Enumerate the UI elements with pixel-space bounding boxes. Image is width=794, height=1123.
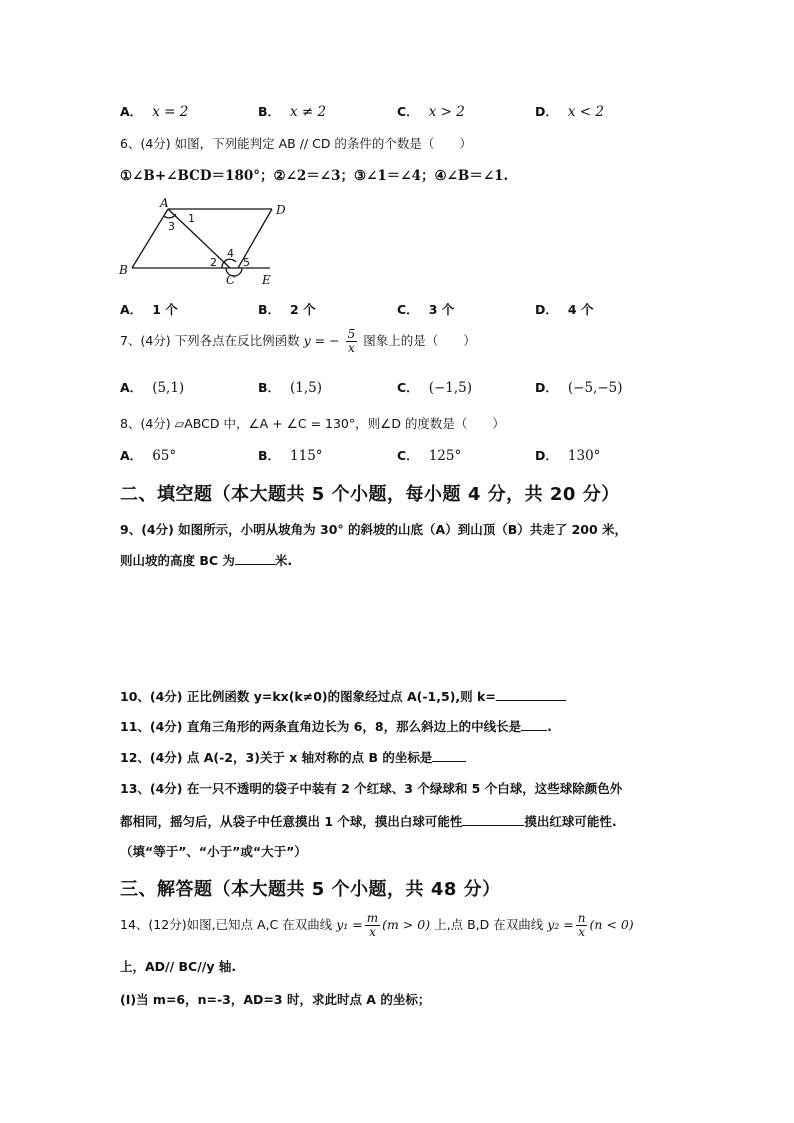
section-3-title: 三、解答题（本大题共 5 个小题，共 48 分） <box>120 879 501 900</box>
q8-option-c: C． 125° <box>397 448 462 464</box>
q9-answer-blank[interactable] <box>235 552 275 565</box>
label-A: A <box>160 196 169 210</box>
q5-option-a: A． x = 2 <box>120 104 189 120</box>
q7-option-c: C． (−1,5) <box>397 380 473 396</box>
q13-line3: （填“等于”、“小于”或“大于”） <box>120 844 307 859</box>
q12-stem: 12、(4分) 点 A(-2，3)关于 x 轴对称的点 B 的坐标是 <box>120 748 466 766</box>
q7-option-b: B． (1,5) <box>258 380 323 396</box>
q11-answer-blank[interactable] <box>521 718 547 731</box>
q13-line1: 13、(4分) 在一只不透明的袋子中装有 2 个红球、3 个绿球和 5 个白球，这些球除颜色外 <box>120 781 623 796</box>
q6-options <box>0 300 794 324</box>
q5-option-b: B． x ≠ 2 <box>258 104 327 120</box>
label-D: D <box>276 203 286 217</box>
q12-answer-blank[interactable] <box>432 749 466 762</box>
angle-3: 3 <box>168 220 175 233</box>
angle-2: 2 <box>210 256 217 269</box>
q8-option-b: B． 115° <box>258 448 323 464</box>
q6-option-d: D． 4 个 <box>535 302 594 317</box>
label-C: C <box>226 273 236 287</box>
q14-line2: 上，AD// BC//y 轴. <box>120 959 237 974</box>
label-E: E <box>262 273 271 287</box>
q5-option-d: D． x < 2 <box>535 104 604 120</box>
q11-stem: 11、(4分) 直角三角形的两条直角边长为 6，8，那么斜边上的中线长是 . <box>120 719 552 734</box>
angle-4: 4 <box>227 247 234 260</box>
q7-option-a: A． (5,1) <box>120 380 185 396</box>
q14-fraction-m: $\frac{m}{x}$ <box>366 911 379 939</box>
q6-conditions: ①∠B+∠BCD＝180°；②∠2＝∠3；③∠1＝∠4；④∠B＝∠1. <box>120 168 509 184</box>
q10-answer-blank[interactable] <box>496 688 566 701</box>
q8-option-d: D． 130° <box>535 448 601 464</box>
label-B: B <box>119 263 128 277</box>
angle-5: 5 <box>243 256 250 269</box>
q8-options <box>0 446 794 470</box>
q10-stem: 10、(4分) 正比例函数 y=kx(k≠0)的图象经过点 A(-1,5),则 k= <box>120 687 566 705</box>
q5-option-c: C． x > 2 <box>397 104 465 120</box>
q13-answer-blank[interactable] <box>462 813 524 826</box>
q9-line2: 则山坡的高度 BC 为 米. <box>120 553 293 568</box>
q6-option-b: B． 2 个 <box>258 302 316 317</box>
q14-line3: (I)当 m=6，n=-3，AD=3 时，求此时点 A 的坐标； <box>120 992 431 1007</box>
q6-stem: 6、(4分) 如图，下列能判定 AB // CD 的条件的个数是（ ） <box>120 136 472 151</box>
q8-option-a: A． 65° <box>120 448 177 464</box>
angle-1: 1 <box>188 212 195 225</box>
q8-stem: 8、(4分) ▱ABCD 中，∠A + ∠C = 130°，则∠D 的度数是（ ） <box>120 416 505 431</box>
q7-fraction: $\frac{5}{x}$ <box>347 327 356 355</box>
q5-options <box>0 102 794 126</box>
q14-stem: 14、(12分)如图,已知点 A,C 在双曲线 y₁ = $\frac{m}{x}$ (m > 0) 上,点 B,D 在双曲线 y₂ = $\frac{n}{x}$ (n < 0) <box>120 911 634 939</box>
section-2-title: 二、填空题（本大题共 5 个小题，每小题 4 分，共 20 分） <box>120 484 620 505</box>
q6-option-c: C． 3 个 <box>397 302 455 317</box>
q14-fraction-n: $\frac{n}{x}$ <box>577 911 586 939</box>
q7-option-d: D． (−5,−5) <box>535 380 623 396</box>
q7-options <box>0 378 794 402</box>
q7-stem: 7、(4分) 下列各点在反比例函数 y = − $\frac{5}{x}$ 图象上的是（ ） <box>120 327 476 355</box>
q6-option-a: A． 1 个 <box>120 302 178 317</box>
q9-line1: 9、(4分) 如图所示，小明从坡角为 30° 的斜坡的山底（A）到山顶（B）共走了 200 米， <box>120 522 628 537</box>
q6-parallelogram-figure <box>110 192 300 292</box>
q13-line2: 都相同，摇匀后，从袋子中任意摸出 1 个球，摸出白球可能性 摸出红球可能性. <box>120 814 617 829</box>
